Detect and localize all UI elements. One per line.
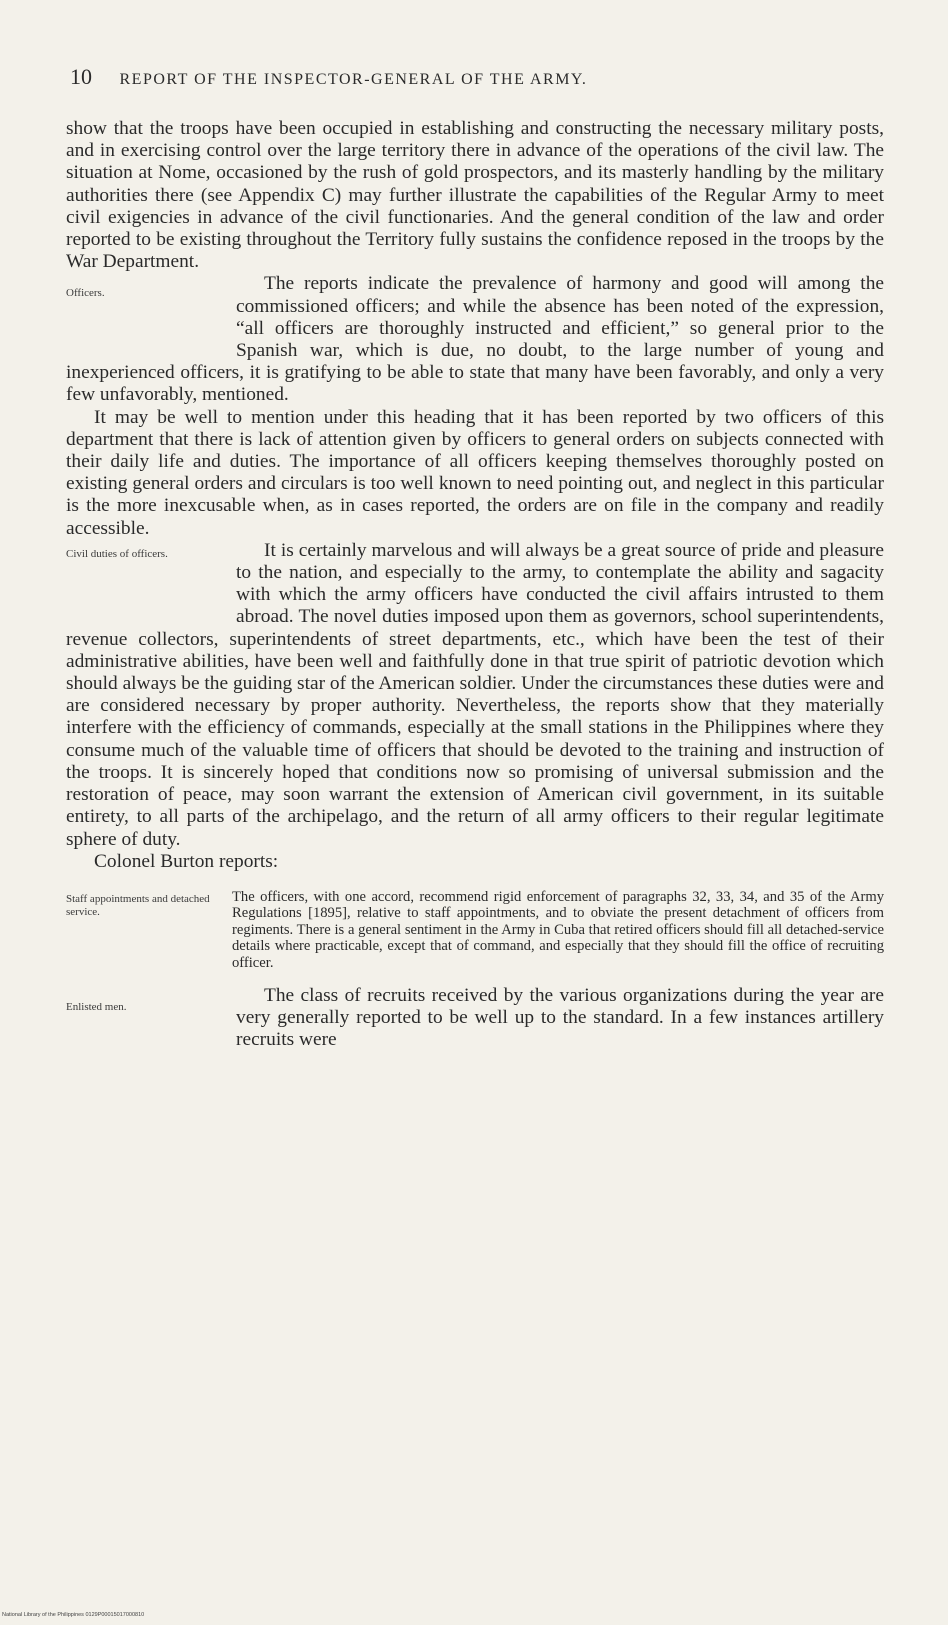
running-title: REPORT OF THE INSPECTOR-GENERAL OF THE ARMY.: [119, 71, 588, 88]
paragraph-officers: The reports indicate the prevalence of harmony and good will among the commissioned officers; and while the absence has been noted of the expression, “all officers are thoroughly instructed and efficient,” so general prior to the Spanish war, which is due, no doubt, to the large number of young and inexperienced officers, it is gratifying to be able to state that many have been favorably, and only a very few unfavorably, mentioned.: [66, 273, 884, 406]
block-quote: [66, 889, 884, 971]
sidenote-civil-duties: Civil duties of officers.: [66, 547, 168, 560]
quote-text: The officers, with one accord, recommend rigid enforcement of paragraphs 32, 33, 34, and 35 of the Army Regulations [1895], relative to staff appointments, and to obviate the present detachment of officers from regiments. There is a general sentiment in the Army in Cuba that retired officers should fill all detached-service details where practicable, except that of command, and especially that they should fill the office of recruiting officer.: [232, 888, 884, 971]
paragraph-enlisted-men: The class of recruits received by the various organizations during the year are very generally reported to be well up to the standard. In a few instances artillery recruits were: [236, 984, 884, 1051]
page-header: [70, 64, 890, 90]
paragraph-general-orders: It may be well to mention under this heading that it has been reported by two officers of this department that there is lack of attention given by officers to general orders on subjects connected with their daily life and duties. The importance of all officers keeping themselves thoroughly posted on existing general orders and circulars is too well known to need pointing out, and neglect in this particular is the more inexcusable when, as in cases reported, the orders are on file in the company and readily accessible.: [66, 406, 884, 539]
footer-credit: National Library of the Philippines 0129P00015017000810: [2, 1612, 145, 1618]
page-body: [66, 118, 884, 1052]
sidenote-staff-appointments: Staff appointments and detached service.: [66, 892, 210, 918]
paragraph-burton-reports: Colonel Burton reports:: [94, 850, 279, 872]
paragraph-civil-duties: It is certainly marvelous and will always be a great source of pride and pleasure to the nation, and especially to the army, to contemplate the ability and sagacity with which the army officers have conducted the civil affairs intrusted to them abroad. The novel duties imposed upon them as governors, school superintendents, revenue collectors, superintendents of street departments, etc., which have been the test of their administrative abilities, have been well and faithfully done in that true spirit of patriotic devotion which should always be the guiding star of the American soldier. Under the circumstances these duties were and are considered necessary by proper authority. Nevertheless, the reports show that they materially interfere with the efficiency of commands, especially at the small stations in the Philippines where they consume much of the valuable time of officers that should be devoted to the training and instruction of the troops. It is sincerely hoped that conditions now so promising of universal submission and the restoration of peace, may soon warrant the extension of American civil government, in its suitable entirety, to all parts of the archipelago, and the return of all army officers to their regular legitimate sphere of duty.: [66, 539, 884, 850]
sidenote-enlisted-men: Enlisted men.: [66, 1000, 127, 1013]
paragraph-nome: show that the troops have been occupied in establishing and constructing the necessary military posts, and in exercising control over the large territory there in advance of the operations of the civil law. The situation at Nome, occasioned by the rush of gold prospectors, and its masterly handling by the military authorities there (see Appendix C) may further illustrate the capabilities of the Regular Army to meet civil exigencies in advance of the civil functionaries. And the general condition of the law and order reported to be existing throughout the Territory fully sustains the confidence reposed in the troops by the War Department.: [66, 118, 884, 273]
page-number: 10: [70, 64, 92, 89]
sidenote-officers: Officers.: [66, 287, 105, 300]
